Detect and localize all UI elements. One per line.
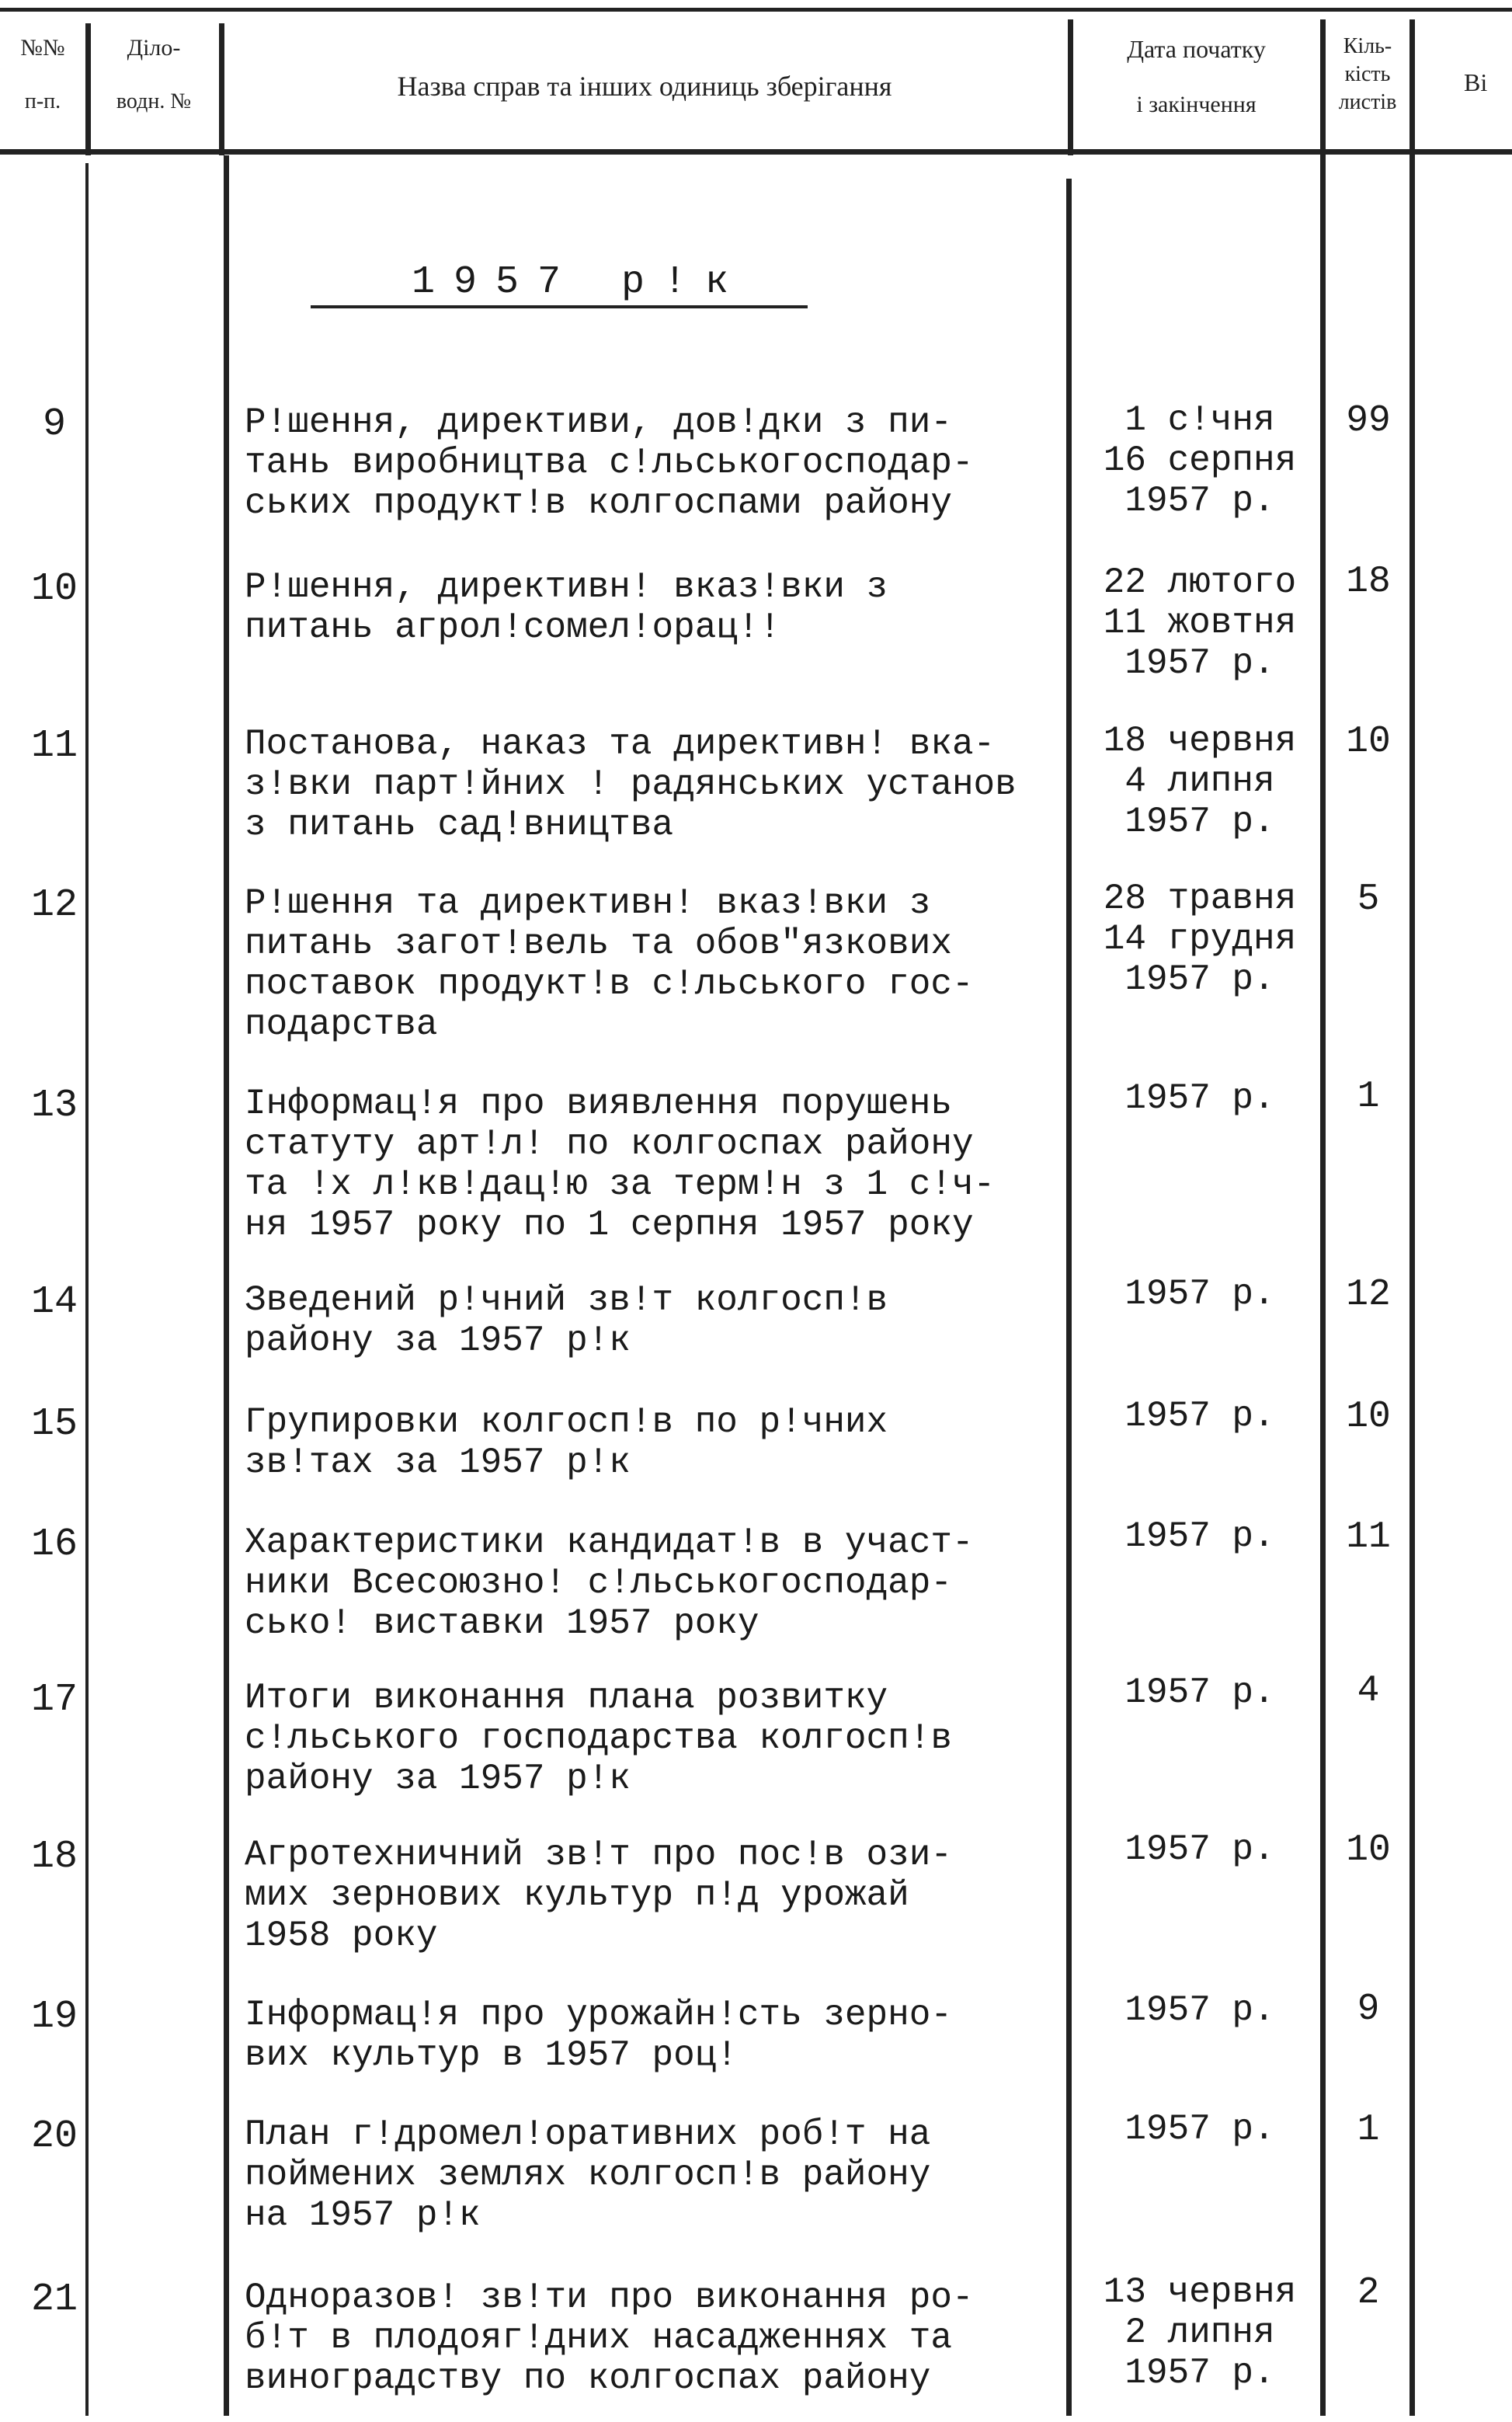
row-sheets: 9 xyxy=(1357,1989,1380,2031)
row-dates: 13 червня 2 липня 1957 р. xyxy=(1103,2272,1297,2393)
col-sheets-header xyxy=(1326,33,1409,117)
col-sheets-line1: Кіль- xyxy=(1343,34,1392,58)
row-number: 12 xyxy=(30,883,78,927)
row-dates: 1957 р. xyxy=(1124,1990,1275,2031)
col-number-header xyxy=(0,35,85,114)
row-number: 16 xyxy=(30,1522,78,1567)
col-office-line1: Діло- xyxy=(127,35,181,61)
row-dates: 1957 р. xyxy=(1124,1396,1275,1436)
row-dates: 1957 р. xyxy=(1124,1829,1275,1870)
row-sheets: 12 xyxy=(1346,1274,1391,1316)
row-number: 10 xyxy=(30,567,78,611)
row-title: Групировки колгосп!в по р!чних зв!тах за 1957 р!к xyxy=(245,1402,888,1483)
column-divider xyxy=(1409,19,1415,155)
row-title: Агротехничний зв!т про пос!в ози- мих зернових культур п!д урожай 1958 року xyxy=(245,1835,952,1956)
row-number: 19 xyxy=(30,1995,78,2039)
row-sheets: 1 xyxy=(1357,1076,1380,1118)
top-rule xyxy=(0,8,1512,12)
row-title: Р!шення, директивн! вказ!вки з питань агрол!сомел!орац!! xyxy=(245,567,888,648)
row-dates: 1957 р. xyxy=(1124,1274,1275,1314)
row-dates: 1957 р. xyxy=(1124,1516,1275,1557)
col-dates-header xyxy=(1074,35,1319,118)
row-sheets: 5 xyxy=(1357,879,1380,920)
col-sheets-line3: листів xyxy=(1338,90,1397,114)
row-number: 13 xyxy=(30,1084,78,1128)
col-note-header-partial: Ві xyxy=(1464,68,1488,96)
row-dates: 1957 р. xyxy=(1124,1078,1275,1119)
row-number: 18 xyxy=(30,1835,78,1879)
row-sheets: 10 xyxy=(1346,1396,1391,1438)
row-number: 11 xyxy=(30,724,78,768)
section-title-underline xyxy=(311,305,808,308)
row-sheets: 11 xyxy=(1346,1516,1391,1558)
row-number: 17 xyxy=(30,1678,78,1722)
row-number: 15 xyxy=(30,1402,78,1446)
row-sheets: 2 xyxy=(1357,2272,1380,2314)
row-dates: 18 червня 4 липня 1957 р. xyxy=(1103,721,1297,842)
row-title: Інформац!я про урожайн!сть зерно- вих культур в 1957 роц! xyxy=(245,1995,952,2076)
row-title: Характеристики кандидат!в в участ- ники Всесоюзно! с!льськогосподар- сько! виставки 1957 року xyxy=(245,1522,974,1644)
row-title: Інформац!я про виявлення порушень статуту арт!л! по колгоспах району та !х л!кв!дац!ю за терм!н з 1 с!ч- ня 1957 року по 1 серпня 1957 року xyxy=(245,1084,996,1245)
body-column-divider xyxy=(224,155,229,2416)
column-divider xyxy=(85,23,91,155)
col-number-line1: №№ xyxy=(20,35,65,61)
row-sheets: 4 xyxy=(1357,1670,1380,1712)
column-divider xyxy=(1068,19,1073,155)
row-number: 14 xyxy=(30,1280,78,1324)
row-number: 20 xyxy=(30,2114,78,2159)
row-title: План г!дромел!оративних роб!т на поймених землях колгосп!в району на 1957 р!к xyxy=(245,2114,931,2236)
row-sheets: 1 xyxy=(1357,2109,1380,2151)
col-title-header: Назва справ та інших одиниць зберігання xyxy=(397,71,892,102)
row-sheets: 18 xyxy=(1346,561,1391,603)
row-dates: 1957 р. xyxy=(1124,2109,1275,2149)
row-dates: 28 травня 14 грудня 1957 р. xyxy=(1103,879,1297,1000)
col-dates-line1: Дата початку xyxy=(1127,35,1266,63)
column-divider xyxy=(1320,19,1326,155)
row-sheets: 10 xyxy=(1346,1829,1391,1871)
section-title: 1957 р!к xyxy=(412,260,748,304)
row-title: Постанова, наказ та директивн! вка- з!вки парт!йних ! радянських установ з питань сад!вництва xyxy=(245,724,1017,845)
row-dates: 1 с!чня 16 серпня 1957 р. xyxy=(1103,400,1297,521)
row-number: 9 xyxy=(42,402,66,447)
header-bottom-rule xyxy=(0,149,1512,155)
col-office-header xyxy=(92,35,216,114)
col-office-line2: водн. № xyxy=(116,89,192,113)
col-sheets-line2: кість xyxy=(1344,62,1391,86)
row-sheets: 99 xyxy=(1346,400,1391,442)
row-sheets: 10 xyxy=(1346,721,1391,763)
col-number-line2: п-п. xyxy=(24,89,61,113)
row-dates: 1957 р. xyxy=(1124,1672,1275,1713)
row-dates: 22 лютого 11 жовтня 1957 р. xyxy=(1103,562,1297,684)
row-title: Одноразов! зв!ти про виконання ро- б!т в плодояг!дних насадженнях та виноградству по колгоспах району xyxy=(245,2278,974,2399)
column-divider xyxy=(219,23,224,155)
row-title: Р!шення та директивн! вказ!вки з питань загот!вель та обов"язкових поставок продукт!в с!льського гос- подарства xyxy=(245,883,974,1045)
col-dates-line2: і закінчення xyxy=(1136,92,1257,117)
body-column-divider xyxy=(1409,155,1415,2416)
row-number: 21 xyxy=(30,2278,78,2322)
row-title: Зведений р!чний зв!т колгосп!в району за 1957 р!к xyxy=(245,1280,888,1361)
row-title: Итоги виконання плана розвитку с!льського господарства колгосп!в району за 1957 р!к xyxy=(245,1678,952,1799)
row-title: Р!шення, директиви, дов!дки з пи- тань виробництва с!льськогосподар- ських продукт!в колгоспами району xyxy=(245,402,974,524)
